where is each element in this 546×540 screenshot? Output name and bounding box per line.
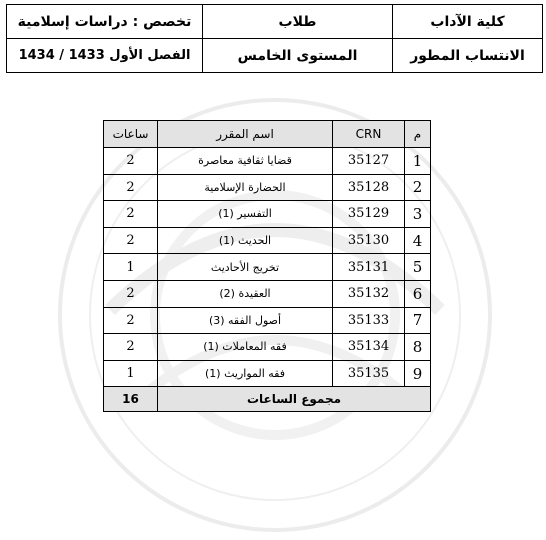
row-num: 7 xyxy=(405,307,431,334)
course-table xyxy=(103,120,431,412)
level: المستوى الخامس xyxy=(203,39,393,73)
row-num: 4 xyxy=(405,227,431,254)
col-header-hours: ساعات xyxy=(104,121,158,148)
row-course: العقيدة (2) xyxy=(158,280,333,307)
row-num: 5 xyxy=(405,254,431,281)
row-hours: 2 xyxy=(104,334,158,361)
college-name: كلية الآداب xyxy=(393,5,543,39)
row-course: أصول الفقه (3) xyxy=(158,307,333,334)
header-row-2 xyxy=(7,39,543,73)
row-num: 6 xyxy=(405,280,431,307)
total-label: مجموع الساعات xyxy=(158,387,431,412)
row-crn: 35131 xyxy=(333,254,405,281)
specialization: تخصص : دراسات إسلامية xyxy=(7,5,203,39)
row-crn: 35134 xyxy=(333,334,405,361)
col-header-num: م xyxy=(405,121,431,148)
row-hours: 2 xyxy=(104,227,158,254)
term: الفصل الأول 1433 / 1434 xyxy=(7,39,203,73)
row-hours: 2 xyxy=(104,148,158,175)
row-num: 2 xyxy=(405,174,431,201)
row-crn: 35129 xyxy=(333,201,405,228)
table-row xyxy=(104,148,431,175)
table-row xyxy=(104,227,431,254)
row-crn: 35130 xyxy=(333,227,405,254)
row-course: قضايا ثقافية معاصرة xyxy=(158,148,333,175)
row-course: التفسير (1) xyxy=(158,201,333,228)
table-row xyxy=(104,254,431,281)
total-hours: 16 xyxy=(104,387,158,412)
row-num: 3 xyxy=(405,201,431,228)
row-crn: 35135 xyxy=(333,360,405,387)
row-crn: 35128 xyxy=(333,174,405,201)
header-row-1 xyxy=(7,5,543,39)
row-course: فقه المعاملات (1) xyxy=(158,334,333,361)
row-course: الحديث (1) xyxy=(158,227,333,254)
row-num: 1 xyxy=(405,148,431,175)
row-course: تخريج الأحاديث xyxy=(158,254,333,281)
row-course: فقه المواريث (1) xyxy=(158,360,333,387)
course-table-header xyxy=(104,121,431,148)
col-header-crn: CRN xyxy=(333,121,405,148)
row-crn: 35127 xyxy=(333,148,405,175)
row-course: الحضارة الإسلامية xyxy=(158,174,333,201)
col-header-course: اسم المقرر xyxy=(158,121,333,148)
table-row xyxy=(104,201,431,228)
total-row xyxy=(104,387,431,412)
row-crn: 35133 xyxy=(333,307,405,334)
row-hours: 2 xyxy=(104,174,158,201)
program-name: الانتساب المطور xyxy=(393,39,543,73)
row-hours: 2 xyxy=(104,307,158,334)
table-row xyxy=(104,334,431,361)
row-hours: 2 xyxy=(104,280,158,307)
row-hours: 2 xyxy=(104,201,158,228)
row-crn: 35132 xyxy=(333,280,405,307)
table-row xyxy=(104,174,431,201)
table-row xyxy=(104,307,431,334)
row-num: 8 xyxy=(405,334,431,361)
table-row xyxy=(104,280,431,307)
row-hours: 1 xyxy=(104,360,158,387)
header-info-table xyxy=(6,4,543,73)
row-hours: 1 xyxy=(104,254,158,281)
student-type: طلاب xyxy=(203,5,393,39)
table-row xyxy=(104,360,431,387)
row-num: 9 xyxy=(405,360,431,387)
